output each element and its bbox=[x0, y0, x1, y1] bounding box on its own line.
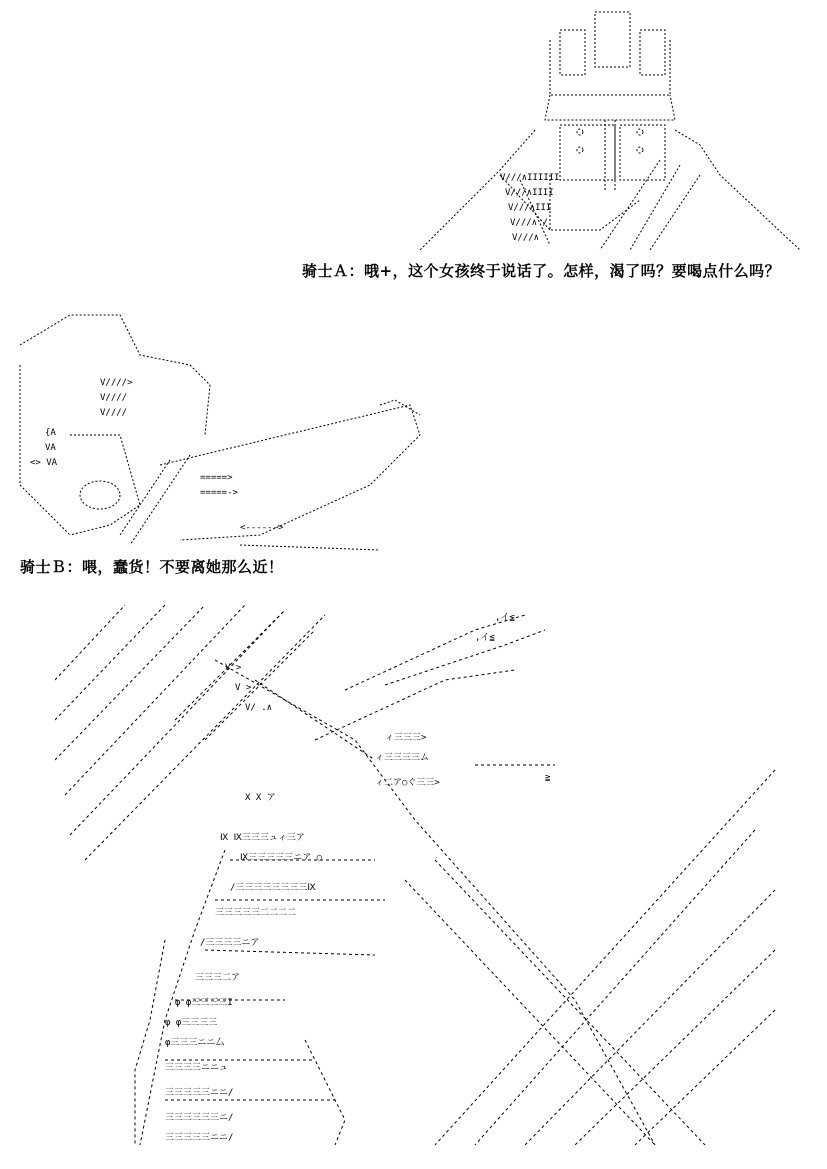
svg-text:V >: V > bbox=[235, 683, 252, 693]
svg-text:=====->: =====-> bbox=[200, 488, 238, 498]
svg-text:三三三三三二二二二: 三三三三三二二二二 bbox=[215, 908, 297, 918]
svg-text:ィ三三三三ム: ィ三三三三ム bbox=[375, 753, 430, 763]
svg-text:三三三三三ニニ/: 三三三三三ニニ/ bbox=[165, 1133, 234, 1143]
svg-text:三三三三ニニュ: 三三三三ニニュ bbox=[165, 1063, 229, 1073]
svg-text:三三三二ア: 三三三二ア bbox=[195, 973, 241, 983]
knight-b-dialogue: 骑士Ｂ：喂，蠢货！不要离她那么近！ bbox=[20, 558, 284, 576]
svg-text:V///∧IIII: V///∧IIII bbox=[505, 188, 554, 198]
sword-grab-illustration bbox=[55, 600, 785, 1145]
svg-text:V///∧ /: V///∧ / bbox=[510, 218, 548, 228]
svg-text:三三三三三ニニ/: 三三三三三ニニ/ bbox=[165, 1088, 234, 1098]
svg-text:,イ≦: ,イ≦ bbox=[495, 613, 515, 623]
svg-text:φ φ三三三三: φ φ三三三三 bbox=[165, 1018, 218, 1028]
svg-text:≧: ≧ bbox=[545, 773, 551, 783]
svg-text:V////: V//// bbox=[100, 408, 128, 418]
svg-text:φ三三三ニニ厶: φ三三三ニニ厶 bbox=[165, 1038, 225, 1048]
svg-text:V////>: V////> bbox=[100, 378, 133, 388]
svg-text:φ φ三三三三I: φ φ三三三三I bbox=[175, 998, 233, 1008]
svg-text:V/ .∧: V/ .∧ bbox=[245, 703, 273, 713]
knight-a-illustration bbox=[400, 0, 820, 260]
svg-text:=====>: =====> bbox=[200, 473, 233, 483]
svg-text:/三三三三ニア: /三三三三ニア bbox=[200, 938, 260, 948]
svg-text:<> VA: <> VA bbox=[30, 458, 58, 468]
svg-text:VA: VA bbox=[45, 443, 56, 453]
svg-text:V///∧: V///∧ bbox=[512, 233, 540, 243]
svg-text:Ⅸ三三三三三ニア ○: Ⅸ三三三三三ニア ○ bbox=[240, 853, 323, 863]
svg-text:X X ア: X X ア bbox=[245, 793, 276, 803]
svg-text:V////: V//// bbox=[100, 393, 128, 403]
svg-text:V///∧IIIIII: V///∧IIIIII bbox=[500, 173, 560, 183]
svg-text:V///∧III: V///∧III bbox=[508, 203, 552, 213]
svg-text:Ⅸ Ⅸ三三三ュィ三ア: Ⅸ Ⅸ三三三ュィ三ア bbox=[220, 833, 305, 843]
svg-text:/三三三三三三三三Ⅸ: /三三三三三三三三Ⅸ bbox=[230, 883, 316, 893]
svg-text:三三三三三三ニ/: 三三三三三三ニ/ bbox=[165, 1113, 234, 1123]
svg-text:ィ二ア○ぐ三三>: ィ二ア○ぐ三三> bbox=[375, 778, 440, 788]
svg-text:{A: {A bbox=[45, 428, 56, 438]
svg-text:V >: V > bbox=[225, 663, 242, 673]
svg-text:,イ≦: ,イ≦ bbox=[475, 633, 495, 643]
knight-b-illustration bbox=[10, 305, 430, 555]
knight-a-dialogue: 骑士Ａ：哦+，这个女孩终于说话了。怎样，渴了吗？要喝点什么吗？ bbox=[302, 262, 781, 280]
svg-text:<------>: <------> bbox=[240, 523, 284, 533]
svg-text:ィ三三三>: ィ三三三> bbox=[385, 733, 427, 743]
